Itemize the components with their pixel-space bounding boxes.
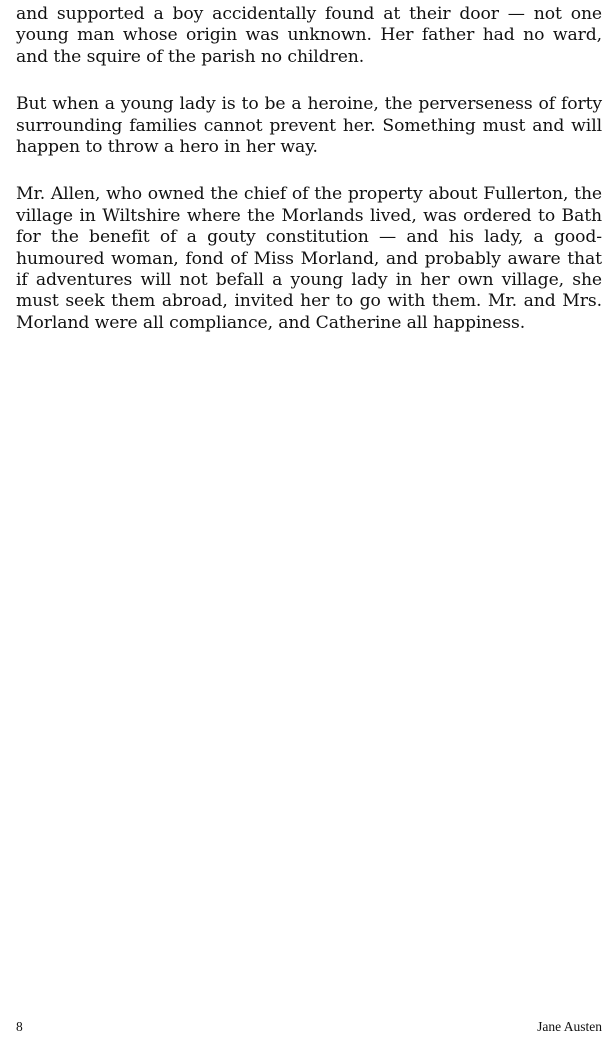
page-number: 8	[16, 1019, 23, 1034]
body-text	[16, 4, 602, 360]
running-footer-author: Jane Austen	[537, 1019, 602, 1034]
paragraph-1: and supported a boy accidentally found at their door — not one young man whose origin was unknown. Her father had no ward, and the squire of the parish no children.	[16, 4, 602, 67]
page-footer	[16, 1018, 602, 1036]
paragraph-3: Mr. Allen, who owned the chief of the property about Fullerton, the village in Wiltshire where the Morlands lived, was ordered to Bath for the benefit of a gouty constitution — and his lady, a good-humoured woman, fond of Miss Morland, and probably aware that if adventures will not befall a young lady in her own village, she must seek them abroad, invited her to go with them. Mr. and Mrs. Morland were all compliance, and Catherine all happiness.	[16, 184, 602, 333]
paragraph-2: But when a young lady is to be a heroine, the perverseness of forty surrounding families cannot prevent her. Something must and will happen to throw a hero in her way.	[16, 94, 602, 158]
